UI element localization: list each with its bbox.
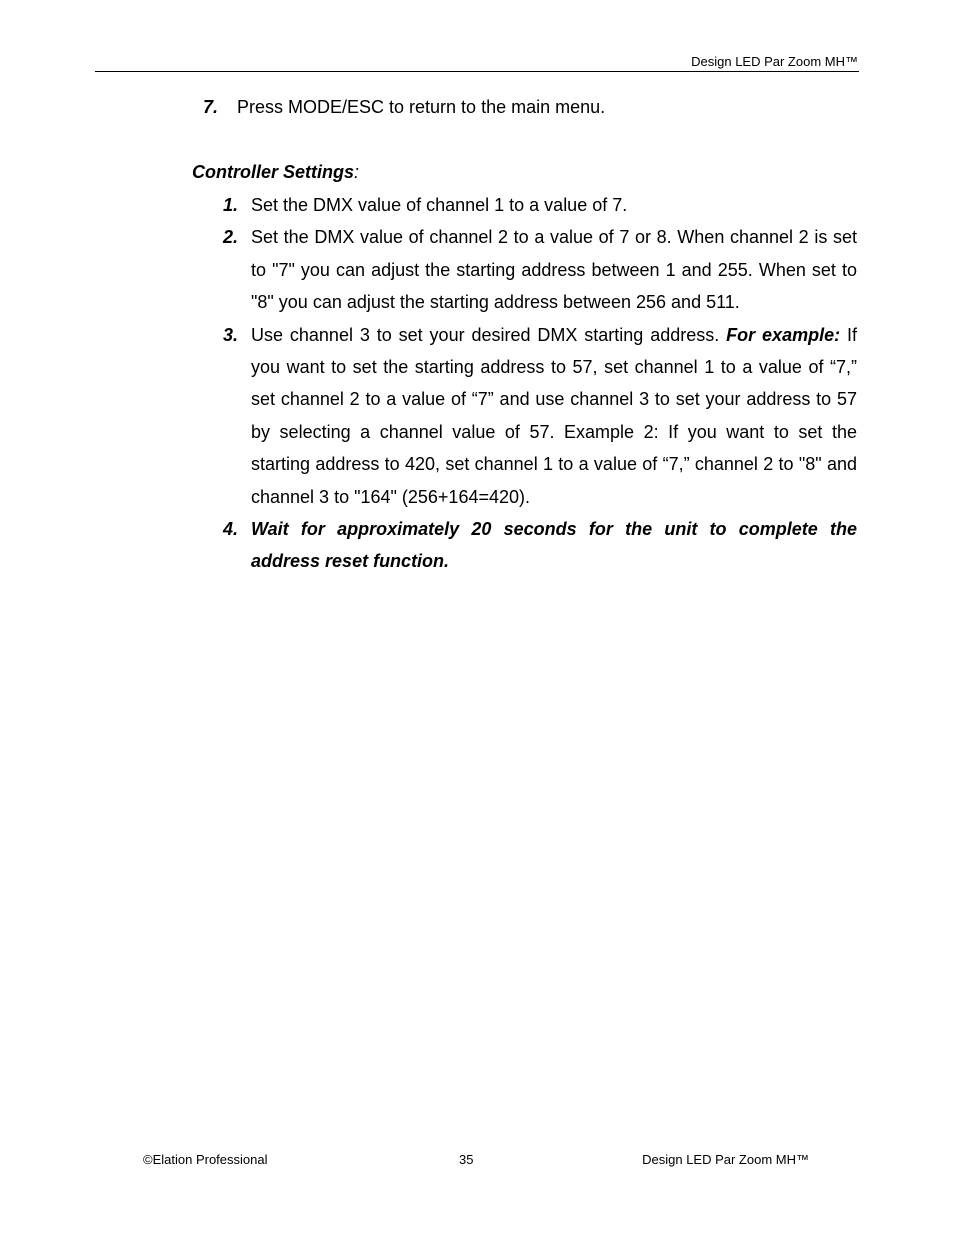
list-item-1 [223,189,857,221]
list-item-text: Set the DMX value of channel 2 to a value of 7 or 8. When channel 2 is set to "7" you can adjust the starting address between 1 and 255. When set to "8" you can adjust the starting address between 256 and 511. [251,227,857,313]
section-heading-colon: : [354,162,360,182]
step-number: 7. [203,97,219,117]
section-heading [192,160,359,184]
step-text: Press MODE/ESC to return to the main menu. [237,97,606,117]
step-7 [203,95,605,119]
list-item-3 [223,319,857,513]
header-rule [95,71,859,72]
list-item-text: Set the DMX value of channel 1 to a value of 7. [251,195,628,215]
running-header: Design LED Par Zoom MH™ [691,54,858,69]
list-item-text: Wait for approximately 20 seconds for the unit to complete the address reset function. [251,519,857,572]
list-item-text-start: Use channel 3 to set your desired DMX starting address. [251,324,727,345]
footer-page-number: 35 [459,1152,474,1167]
list-item-number: 3. [223,324,239,345]
list-item-4 [223,513,857,578]
list-item-number: 1. [223,195,239,215]
controller-settings-list [223,189,857,578]
list-item-text-end: If you want to set the starting address to 57, set channel 1 to a value of “7,” set channel 2 to a value of “7” and use channel 3 to set your address to 57 by selecting a channel value of 57. Example 2: If you want to set the starting address to 420, set channel 1 to a value of “7,” channel 2 to "8" and channel 3 to "164" (256+164=420). [251,324,857,507]
section-heading-text: Controller Settings [192,162,355,182]
footer-copyright: ©Elation Professional [143,1152,268,1167]
list-item-number: 4. [223,519,239,540]
list-item-2 [223,221,857,318]
list-item-text [251,319,857,513]
list-item-number: 2. [223,227,239,248]
footer-product-name: Design LED Par Zoom MH™ [642,1152,809,1167]
example-emphasis: For example: [726,324,841,345]
